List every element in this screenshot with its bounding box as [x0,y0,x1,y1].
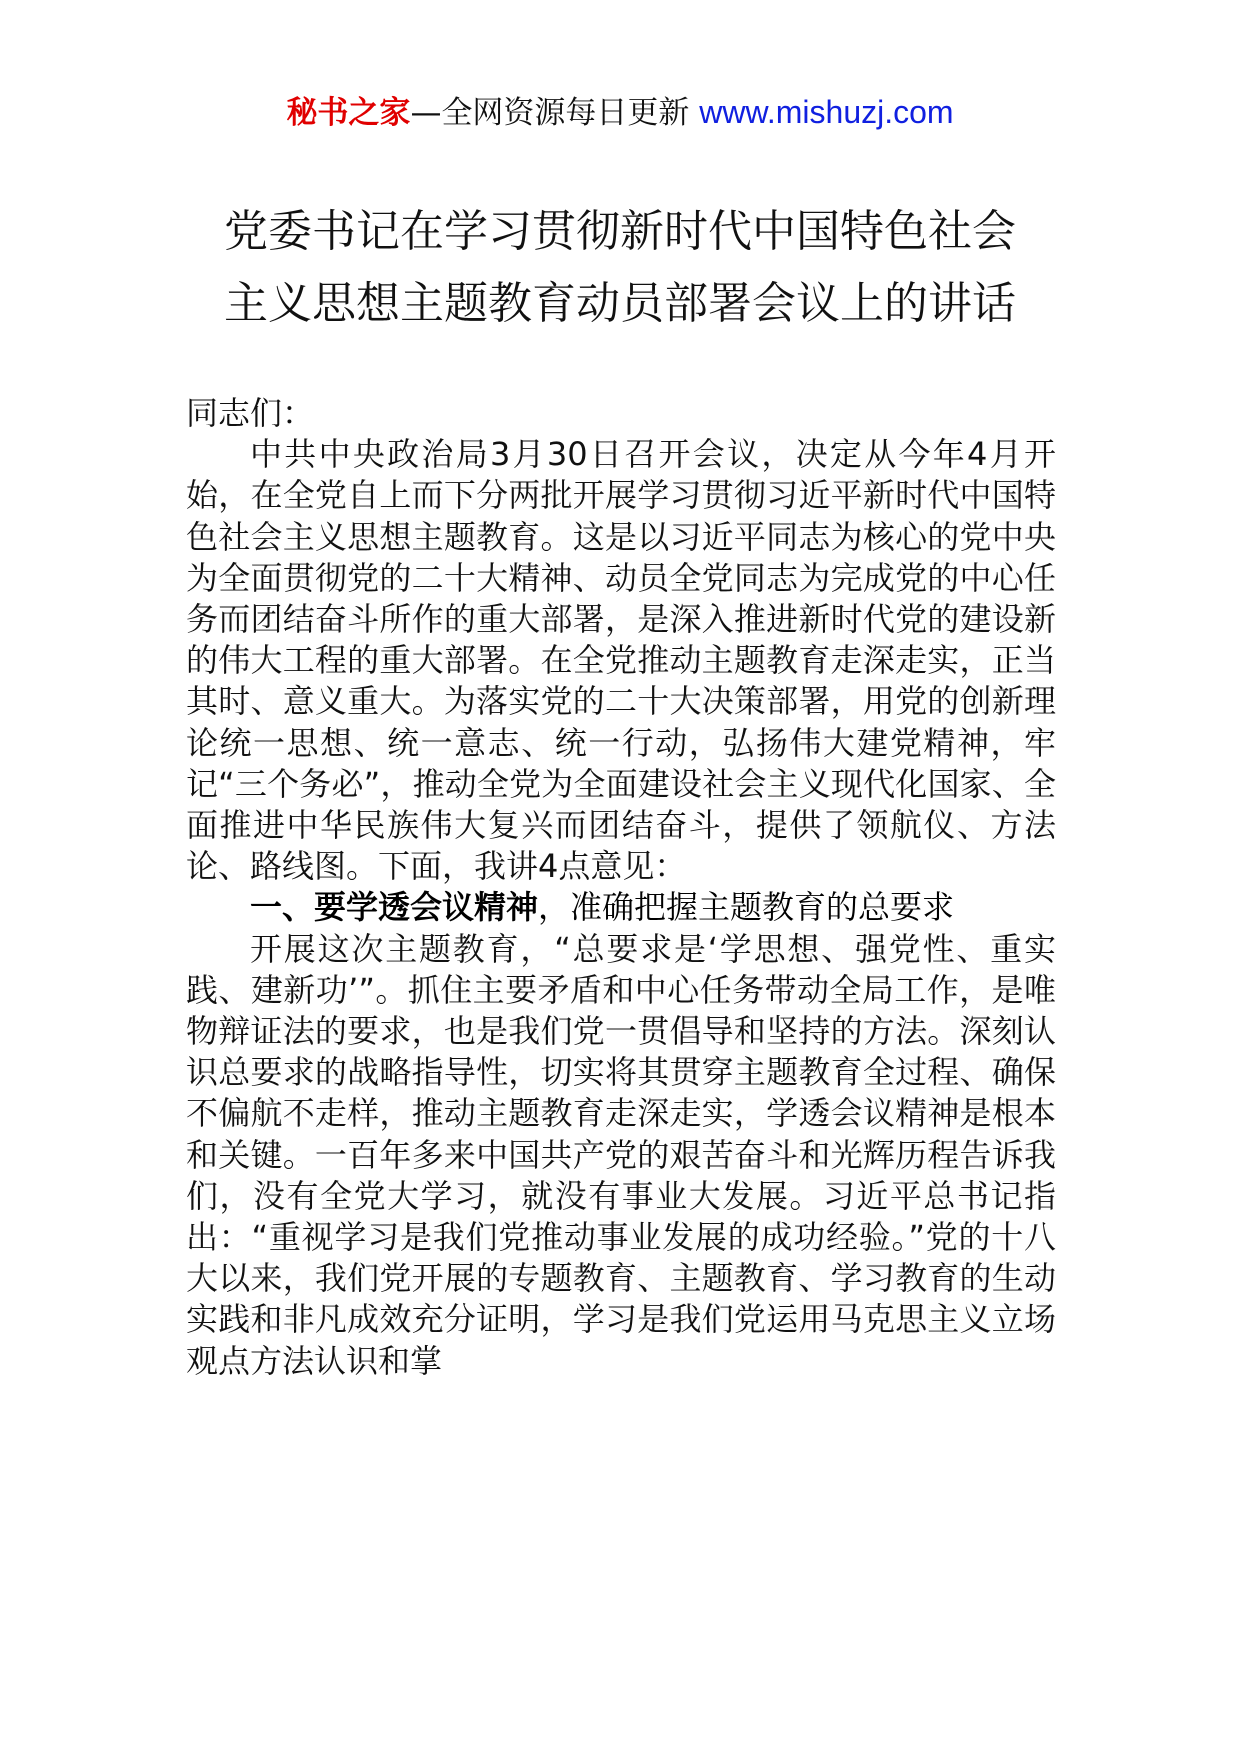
site-brand: 秘书之家 [286,95,411,131]
site-banner [0,92,1240,133]
site-tagline: —全网资源每日更新 [410,95,700,131]
paragraph-section-1: 开展这次主题教育，“总要求是‘学思想、强党性、重实践、建新功’”。抓住主要矛盾和中心任务带动全局工作，是唯物辩证法的要求，也是我们党一贯倡导和坚持的方法。深刻认识总要求的战略指导性，切实将其贯穿主题教育全过程、确保不偏航不走样，推动主题教育走深走实，学透会议精神是根本和关键。一百年多来中国共产党的艰苦奋斗和光辉历程告诉我们，没有全党大学习，就没有事业大发展。习近平总书记指出：“重视学习是我们党推动事业发展的成功经验。”党的十八大以来，我们党开展的专题教育、主题教育、学习教育的生动实践和非凡成效充分证明，学习是我们党运用马克思主义立场观点方法认识和掌 [186,929,1056,1380]
greeting: 同志们： [186,394,315,432]
paragraph-intro: 中共中央政治局3月30日召开会议，决定从今年4月开始，在全党自上而下分两批开展学习贯彻习近平新时代中国特色社会主义思想主题教育。这是以习近平同志为核心的党中央为全面贯彻党的二十大精神、动员全党同志为完成党的中心任务而团结奋斗所作的重大部署，是深入推进新时代党的建设新的伟大工程的重大部署。在全党推动主题教育走深走实，正当其时、意义重大。为落实党的二十大决策部署，用党的创新理论统一思想、统一意志、统一行动，弘扬伟大建党精神，牢记“三个务必”，推动全党为全面建设社会主义现代化国家、全面推进中华民族伟大复兴而团结奋斗，提供了领航仪、方法论、路线图。下面，我讲4点意见： [186,435,1056,886]
document-title [150,196,1090,340]
site-url-link[interactable]: www.mishuzj.com [699,94,954,130]
title-line-1: 党委书记在学习贯彻新时代中国特色社会 [224,206,1016,257]
section-heading-1-rest: ，准确把握主题教育的总要求 [538,888,955,927]
section-heading-1-lead: 一、要学透会议精神 [250,888,539,927]
document-body [186,393,1056,1382]
section-heading-1 [186,887,1056,928]
title-line-2: 主义思想主题教育动员部署会议上的讲话 [224,278,1016,329]
